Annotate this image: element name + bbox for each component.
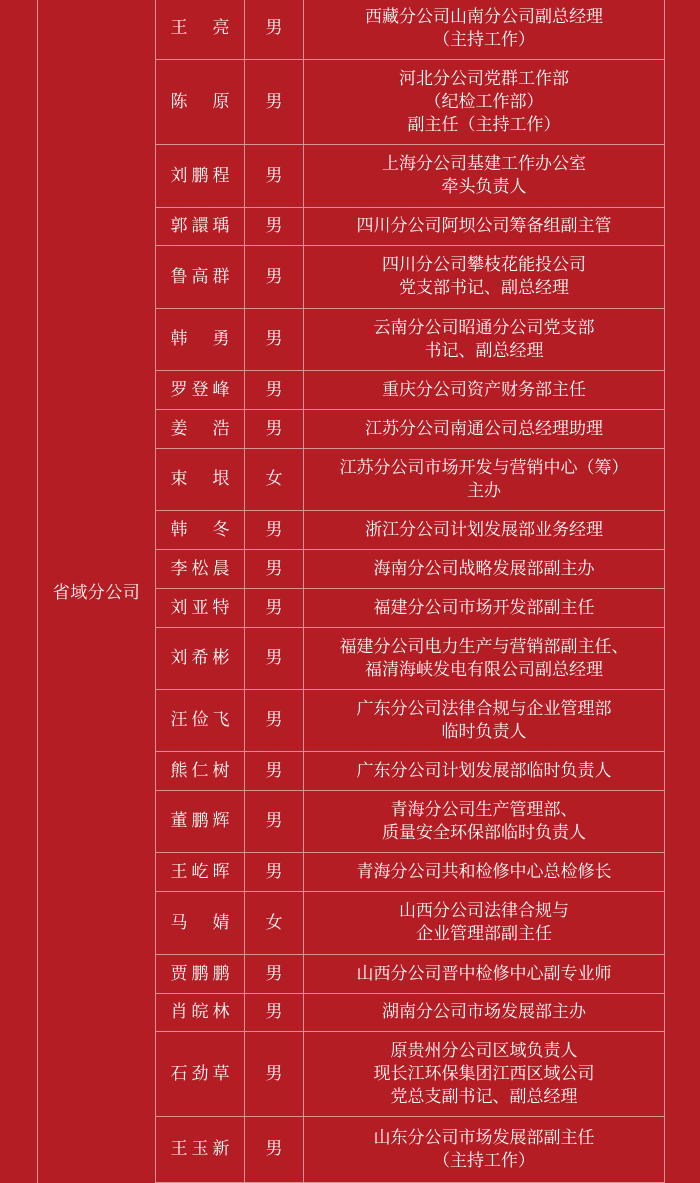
position-line: 广东分公司计划发展部临时负责人: [356, 760, 612, 781]
position-cell: [304, 1117, 664, 1182]
gender-cell: 男: [245, 589, 304, 627]
position-cell: [304, 309, 664, 370]
gender-cell: 男: [245, 690, 304, 751]
gender-cell: 女: [245, 892, 304, 954]
position-line: （纪检工作部）: [424, 91, 544, 112]
gender-cell: 男: [245, 246, 304, 308]
gender-cell: 男: [245, 371, 304, 409]
group-label-cell: [38, 0, 156, 1183]
name-cell: 罗登峰: [156, 371, 245, 409]
position-line: 主办: [467, 480, 501, 501]
position-line: 江苏分公司南通公司总经理助理: [365, 418, 603, 439]
position-cell: [304, 371, 664, 409]
table-row: [156, 410, 664, 449]
table-row: [156, 309, 664, 371]
position-line: 重庆分公司资产财务部主任: [382, 379, 586, 400]
gender-cell: 男: [245, 0, 304, 59]
position-cell: [304, 628, 664, 689]
position-cell: [304, 511, 664, 549]
position-line: 青海分公司共和检修中心总检修长: [356, 861, 612, 882]
table-row: [156, 589, 664, 628]
table-row: [156, 955, 664, 994]
position-cell: [304, 246, 664, 308]
position-cell: [304, 410, 664, 448]
name-cell: 汪俭飞: [156, 690, 245, 751]
position-cell: [304, 60, 664, 144]
position-line: 企业管理部副主任: [416, 924, 552, 944]
name-cell: 贾鹏鹏: [156, 955, 245, 993]
position-line: 西藏分公司山南分公司副总经理: [365, 6, 603, 27]
position-line: 福建分公司电力生产与营销部副主任、: [339, 636, 629, 657]
position-line: 山东分公司市场发展部副主任: [373, 1127, 595, 1148]
name-cell: 马 婧: [156, 892, 245, 954]
position-line: 浙江分公司计划发展部业务经理: [365, 519, 603, 540]
table-row: [156, 853, 664, 892]
name-cell: 董鹏辉: [156, 791, 245, 852]
position-cell: [304, 955, 664, 993]
gender-cell: 男: [245, 752, 304, 790]
position-line: 现长江环保集团江西区域公司: [373, 1063, 595, 1084]
table-row: [156, 449, 664, 511]
position-line: 广东分公司法律合规与企业管理部: [356, 698, 612, 719]
table-row: [156, 0, 664, 60]
table-row: [156, 994, 664, 1032]
position-cell: [304, 449, 664, 510]
position-cell: [304, 1032, 664, 1116]
table-row: [156, 690, 664, 752]
name-cell: 刘亚特: [156, 589, 245, 627]
position-line: 云南分公司昭通分公司党支部: [373, 317, 595, 338]
table-row: [156, 145, 664, 208]
gender-cell: 男: [245, 994, 304, 1031]
position-cell: [304, 550, 664, 588]
name-cell: 陈 原: [156, 60, 245, 144]
position-cell: [304, 208, 664, 245]
name-cell: 刘希彬: [156, 628, 245, 689]
gender-cell: 男: [245, 550, 304, 588]
position-line: 四川分公司阿坝公司筹备组副主管: [356, 216, 612, 236]
position-cell: [304, 752, 664, 790]
name-cell: 韩 冬: [156, 511, 245, 549]
table-row: [156, 791, 664, 853]
position-line: 海南分公司战略发展部副主办: [373, 558, 595, 579]
group-label: 省域分公司: [52, 583, 141, 603]
position-line: 青海分公司生产管理部、: [390, 799, 578, 820]
gender-cell: 男: [245, 145, 304, 207]
name-cell: 熊仁树: [156, 752, 245, 790]
table-row: [156, 1032, 664, 1117]
name-cell: 王玉新: [156, 1117, 245, 1182]
gender-cell: 男: [245, 410, 304, 448]
position-line: 原贵州分公司区域负责人: [390, 1040, 578, 1061]
position-line: 牵头负责人: [441, 177, 527, 197]
position-line: （主持工作）: [433, 1150, 535, 1171]
gender-cell: 男: [245, 853, 304, 891]
gender-cell: 男: [245, 628, 304, 689]
position-line: 副主任（主持工作）: [407, 114, 561, 135]
table-row: [156, 246, 664, 309]
position-cell: [304, 589, 664, 627]
table-row: [156, 628, 664, 690]
table-row: [156, 208, 664, 246]
position-line: 山西分公司法律合规与: [399, 901, 569, 921]
position-line: 湖南分公司市场发展部主办: [382, 1002, 586, 1022]
gender-cell: 男: [245, 309, 304, 370]
position-line: 福建分公司市场开发部副主任: [373, 597, 595, 618]
position-cell: [304, 145, 664, 207]
name-cell: 李松晨: [156, 550, 245, 588]
name-cell: 束 垠: [156, 449, 245, 510]
table-row: [156, 511, 664, 550]
position-line: 福清海峡发电有限公司副总经理: [365, 659, 603, 680]
name-cell: 郭譞瑀: [156, 208, 245, 245]
position-cell: [304, 0, 664, 59]
name-cell: 韩 勇: [156, 309, 245, 370]
table-rows: [156, 0, 664, 1183]
table-row: [156, 550, 664, 589]
gender-cell: 男: [245, 511, 304, 549]
table-row: [156, 371, 664, 410]
name-cell: 王 亮: [156, 0, 245, 59]
name-cell: 石劲草: [156, 1032, 245, 1116]
gender-cell: 男: [245, 60, 304, 144]
table-row: [156, 60, 664, 145]
position-line: 山西分公司晋中检修中心副专业师: [356, 963, 612, 984]
position-cell: [304, 853, 664, 891]
name-cell: 肖皖林: [156, 994, 245, 1031]
table-row: [156, 1117, 664, 1183]
gender-cell: 男: [245, 1117, 304, 1182]
position-line: 质量安全环保部临时负责人: [382, 822, 586, 843]
gender-cell: 男: [245, 1032, 304, 1116]
position-line: 书记、副总经理: [424, 340, 544, 361]
name-cell: 鲁高群: [156, 246, 245, 308]
name-cell: 王屹晖: [156, 853, 245, 891]
position-line: 党支部书记、副总经理: [399, 278, 569, 298]
table-row: [156, 892, 664, 955]
position-cell: [304, 791, 664, 852]
name-cell: 姜 浩: [156, 410, 245, 448]
position-line: （主持工作）: [433, 29, 535, 50]
gender-cell: 男: [245, 955, 304, 993]
position-cell: [304, 994, 664, 1031]
name-cell: 刘鹏程: [156, 145, 245, 207]
gender-cell: 男: [245, 208, 304, 245]
table-row: [156, 752, 664, 791]
personnel-table: [37, 0, 665, 1183]
position-line: 四川分公司攀枝花能投公司: [382, 255, 586, 275]
position-cell: [304, 892, 664, 954]
gender-cell: 男: [245, 791, 304, 852]
position-line: 江苏分公司市场开发与营销中心（筹）: [339, 457, 629, 478]
position-line: 临时负责人: [441, 721, 527, 742]
position-cell: [304, 690, 664, 751]
gender-cell: 女: [245, 449, 304, 510]
position-line: 河北分公司党群工作部: [399, 68, 569, 89]
position-line: 党总支副书记、副总经理: [390, 1086, 578, 1107]
position-line: 上海分公司基建工作办公室: [382, 154, 586, 174]
